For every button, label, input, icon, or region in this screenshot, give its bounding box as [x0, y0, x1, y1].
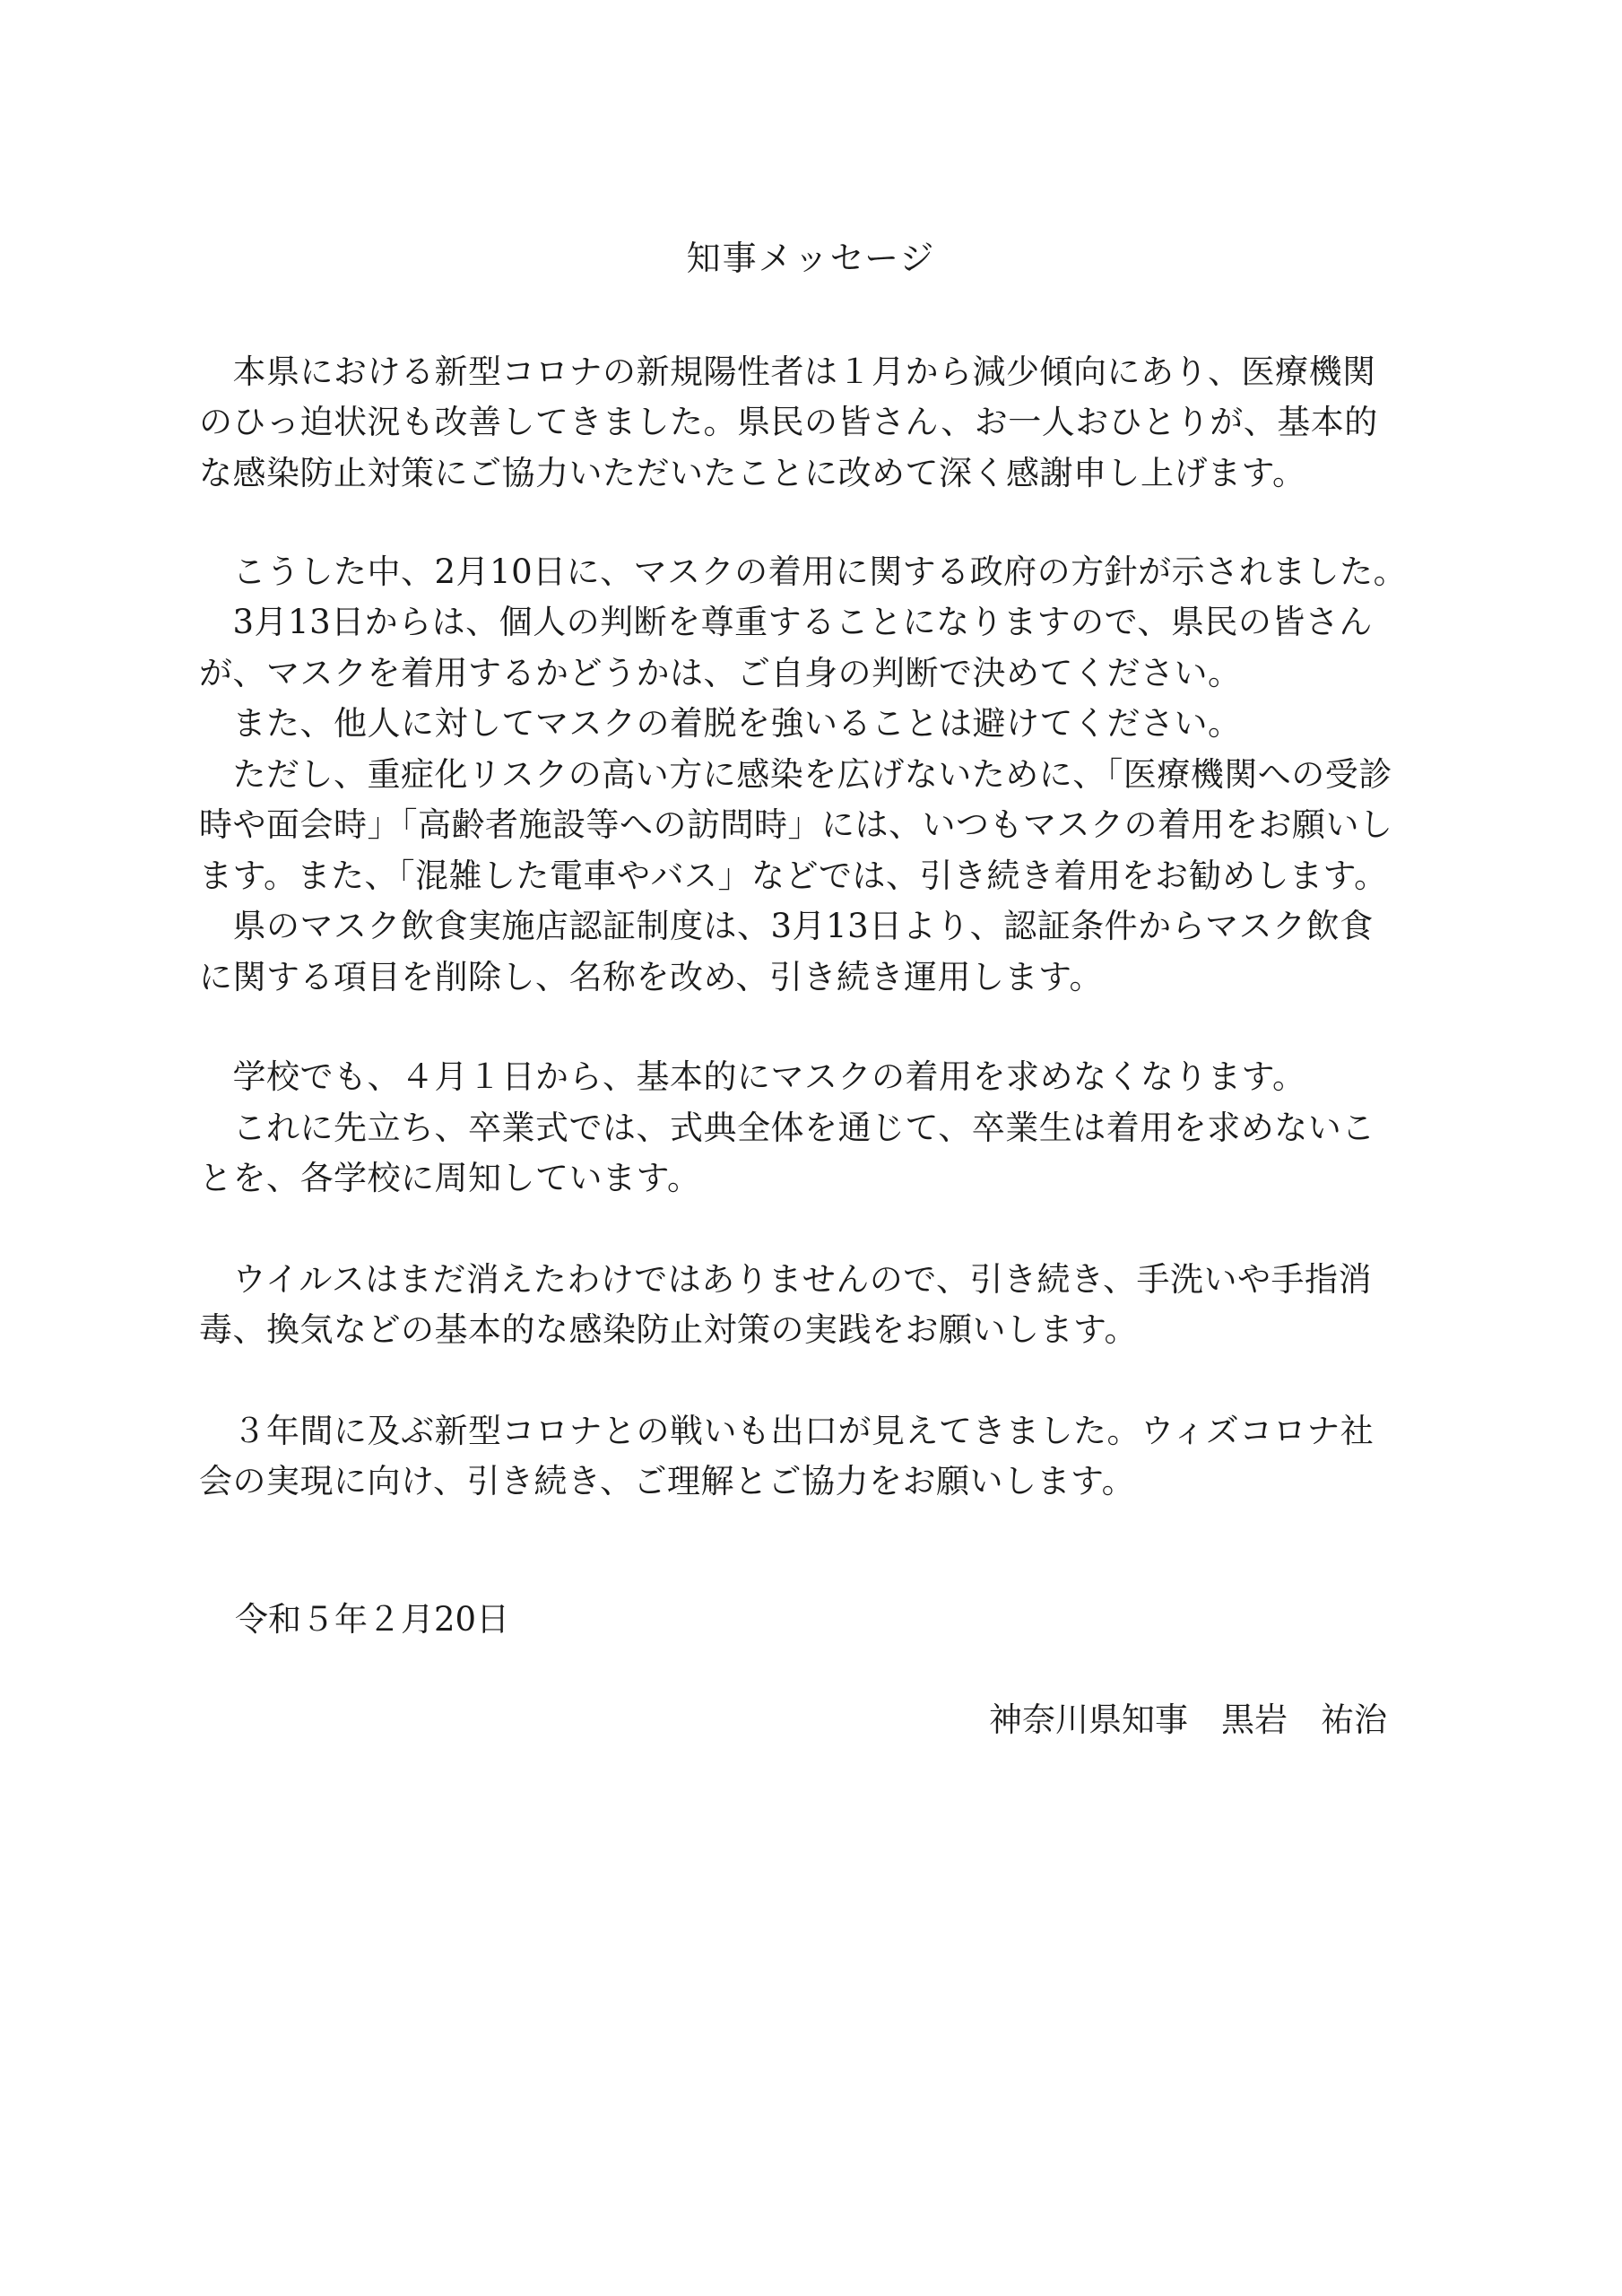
paragraph-line: のひっ迫状況も改善してきました。県民の皆さん、お一人おひとりが、基本的 [199, 403, 1378, 441]
paragraph-line: 県のマスク飲食実施店認証制度は、3月13日より、認証条件からマスク飲食 [199, 907, 1374, 945]
paragraph-line: 3月13日からは、個人の判断を尊重することになりますので、県民の皆さん [199, 603, 1373, 641]
paragraph-line: な感染防止対策にご協力いただいたことに改めて深く感謝申し上げます。 [199, 454, 1306, 492]
paragraph-line: 毒、換気などの基本的な感染防止対策の実践をお願いします。 [199, 1310, 1139, 1349]
document-date: 令和５年２月20日 [235, 1600, 510, 1639]
paragraph-line: 会の実現に向け、引き続き、ご理解とご協力をお願いします。 [199, 1462, 1136, 1500]
paragraph-line: 時や面会時」「高齢者施設等への訪問時」には、いつもマスクの着用をお願いし [199, 805, 1393, 844]
paragraph-line: ３年間に及ぶ新型コロナとの戦いも出口が見えてきました。ウィズコロナ社 [199, 1412, 1375, 1450]
paragraph-line: ウイルスはまだ消えたわけではありませんので、引き続き、手洗いや手指消 [199, 1260, 1373, 1299]
paragraph-line: 学校でも、４月１日から、基本的にマスクの着用を求めなくなります。 [199, 1057, 1306, 1096]
paragraph-line: ただし、重症化リスクの高い方に感染を広げないために、「医療機関への受診 [199, 755, 1392, 794]
document-signature: 神奈川県知事 黒岩 祐治 [989, 1700, 1387, 1739]
document-title: 知事メッセージ [686, 239, 936, 278]
paragraph-line: とを、各学校に周知しています。 [199, 1159, 701, 1197]
paragraph-line: が、マスクを着用するかどうかは、ご自身の判断で決めてください。 [199, 654, 1242, 692]
paragraph-line: こうした中、2月10日に、マスクの着用に関する政府の方針が示されました。 [199, 552, 1408, 591]
paragraph-line: ます。また、「混雑した電車やバス」などでは、引き続き着用をお勧めします。 [199, 857, 1388, 895]
paragraph-line: に関する項目を削除し、名称を改め、引き続き運用します。 [199, 958, 1104, 996]
paragraph-line: また、他人に対してマスクの着脱を強いることは避けてください。 [199, 704, 1242, 743]
paragraph-line: これに先立ち、卒業式では、式典全体を通じて、卒業生は着用を求めないこ [199, 1109, 1375, 1147]
paragraph-line: 本県における新型コロナの新規陽性者は１月から減少傾向にあり、医療機関 [199, 352, 1376, 391]
